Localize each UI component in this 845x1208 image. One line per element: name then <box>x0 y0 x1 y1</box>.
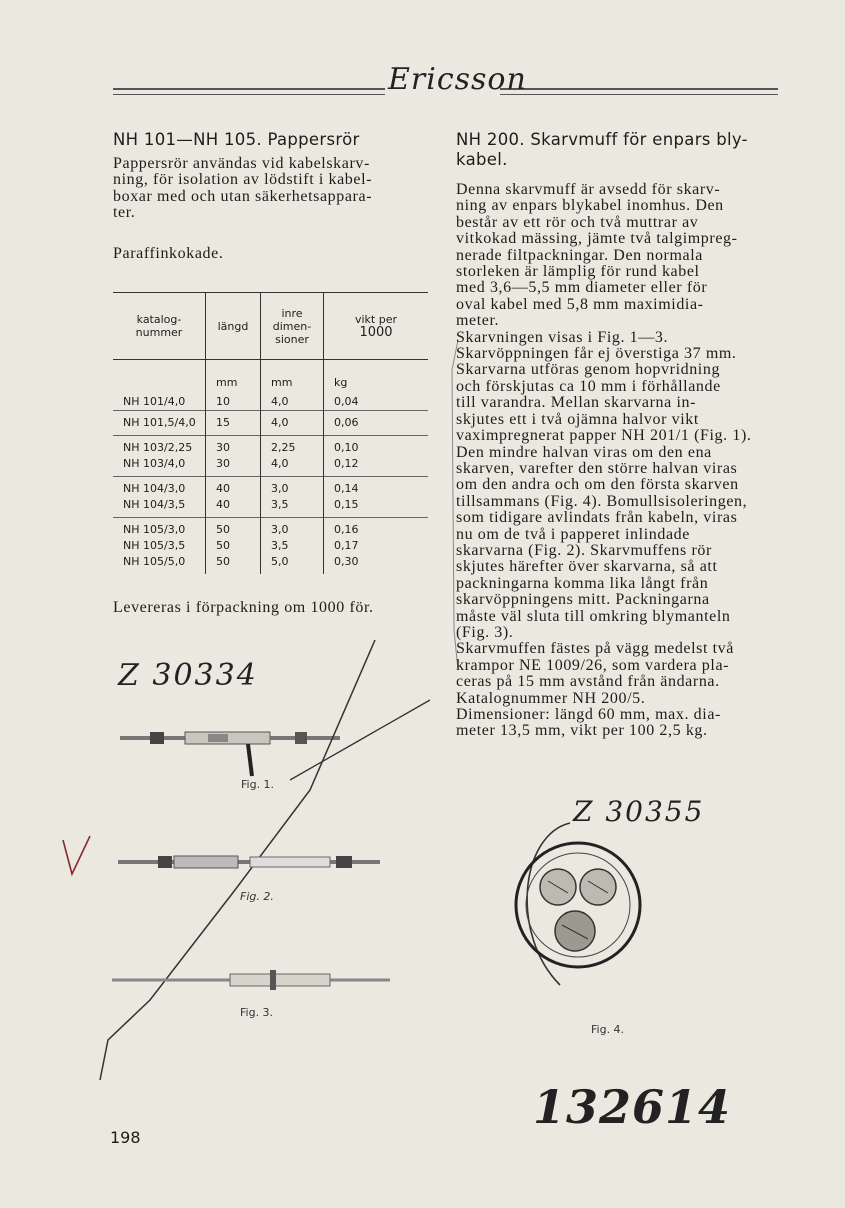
handwritten-catalog-number: 132614 <box>533 1080 732 1134</box>
fig-1-cable <box>120 732 340 776</box>
description-paragraph <box>456 182 778 740</box>
cell: 40 40 <box>206 477 261 518</box>
handwritten-number-right: Z 30355 <box>573 795 705 828</box>
fig-1-label: Fig. 1. <box>241 778 275 791</box>
right-column <box>456 130 778 740</box>
brand-logo: Ericsson <box>388 62 527 97</box>
cell: NH 104/3,0 NH 104/3,5 <box>113 477 206 518</box>
header-rule-left-2 <box>113 94 385 95</box>
fig-3-label: Fig. 3. <box>240 1006 274 1019</box>
page-number: 198 <box>110 1128 141 1147</box>
cell: 10 <box>206 394 261 411</box>
text-line: Katalognummer NH 200/5. <box>456 689 646 707</box>
cell: 50 50 50 <box>206 518 261 575</box>
cell: NH 103/2,25 NH 103/4,0 <box>113 436 206 477</box>
text-line: nerade filtpackningar. Den normala <box>456 246 703 264</box>
text-line: Skarvningen visas i Fig. 1—3. <box>456 328 669 346</box>
text-line: vitkokad mässing, jämte två talgimpreg- <box>456 230 738 248</box>
fig-4-drawing <box>500 815 650 995</box>
text-line: Dimensioner: längd 60 mm, max. dia- <box>456 706 721 723</box>
cell: NH 101/4,0 <box>123 395 186 408</box>
col-header-catalog: katalog- nummer <box>113 293 206 360</box>
table-row <box>113 436 428 477</box>
header-rule-right <box>500 88 778 90</box>
header-rule-right-2 <box>500 94 778 95</box>
cell: 2,25 4,0 <box>261 436 324 477</box>
text-line: måste väl sluta till omkring blymanteln <box>456 607 731 625</box>
text-line: Skarvarna utföras genom hopvridning <box>456 361 721 379</box>
text-line: Skarvöppningen får ej överstiga 37 mm. <box>456 345 737 363</box>
text-line: som tidigare avlindats från kabeln, viras <box>456 509 738 527</box>
text-line: till varandra. Mellan skarvarna in- <box>456 394 697 412</box>
cell: 30 30 <box>206 436 261 477</box>
cell: 0,06 <box>324 411 429 436</box>
fig-3-cable <box>112 970 390 990</box>
text-line: består av ett rör och två muttrar av <box>456 213 699 231</box>
intro-line: boxar med och utan säkerhetsappara- <box>113 187 373 205</box>
text-line: storleken är lämplig för rund kabel <box>456 263 700 281</box>
intro-line: Pappersrör användas vid kabelskarv- <box>113 155 370 172</box>
units-row <box>113 360 428 395</box>
col-header-weight: vikt per 1000 <box>324 293 429 360</box>
cell: NH 105/3,0 NH 105/3,5 NH 105/5,0 <box>113 518 206 575</box>
text-line: Den mindre halvan viras om den ena <box>456 443 712 461</box>
paraffin-note: Paraffinkokade. <box>113 244 224 262</box>
text-line: packningarna komma lika långt från <box>456 574 709 592</box>
text-line: oval kabel med 5,8 mm maximidia- <box>456 295 704 313</box>
table-row <box>113 518 428 575</box>
text-line: skjutes ett i två ojämna halvor vikt <box>456 410 699 428</box>
figures-1-3-drawing <box>90 640 450 1090</box>
cell: 4,0 <box>261 394 324 411</box>
text-line: Denna skarvmuff är avsedd för skarv- <box>456 181 721 198</box>
section-title-nh200: NH 200. Skarvmuff för enpars bly- kabel. <box>456 130 748 169</box>
unit-cell: mm <box>206 360 261 395</box>
fig-4-label: Fig. 4. <box>591 1023 625 1036</box>
section-title-nh101: NH 101—NH 105. Pappersrör <box>113 130 360 149</box>
intro-line: ter. <box>113 204 136 222</box>
cell: NH 101,5/4,0 <box>113 411 206 436</box>
text-line: skarvöppningens mitt. Packningarna <box>456 591 710 609</box>
intro-line: ning, för isolation av lödstift i kabel- <box>113 171 373 189</box>
col-header-inner-dim: inre dimen- sioner <box>261 293 324 360</box>
text-line: tillsammans (Fig. 4). Bomullsisoleringen, <box>456 492 748 510</box>
fig-2-label: Fig. 2. <box>240 890 274 903</box>
table-row <box>113 477 428 518</box>
spec-table <box>113 292 428 574</box>
cell: 3,0 3,5 5,0 <box>261 518 324 575</box>
text-line: (Fig. 3). <box>456 623 514 641</box>
header-rule-left <box>113 88 385 90</box>
text-line: om den andra och om den första skarven <box>456 476 739 494</box>
text-line: skarven, varefter den större halvan viras <box>456 459 738 477</box>
unit-cell <box>113 360 206 395</box>
cell: 0,04 <box>324 394 429 411</box>
text-line: nu om de två i papperet inlindade <box>456 525 690 543</box>
text-line: meter. <box>456 312 500 330</box>
col-header-length: längd <box>206 293 261 360</box>
text-line: vaximpregnerat papper NH 201/1 (Fig. 1). <box>456 427 752 445</box>
unit-cell: mm <box>261 360 324 395</box>
cell: 0,14 0,15 <box>324 477 429 518</box>
text-line: meter 13,5 mm, vikt per 100 2,5 kg. <box>456 722 708 740</box>
cell: 15 <box>206 411 261 436</box>
intro-paragraph <box>113 156 429 222</box>
text-line: krampor NE 1009/26, som vardera pla- <box>456 656 730 674</box>
cell: 3,0 3,5 <box>261 477 324 518</box>
text-line: skjutes härefter över skarvarna, så att <box>456 558 718 576</box>
cell: 0,10 0,12 <box>324 436 429 477</box>
cell: 0,16 0,17 0,30 <box>324 518 429 575</box>
table-row <box>113 411 428 436</box>
text-line: ning av enpars blykabel inomhus. Den <box>456 197 724 215</box>
cell: 4,0 <box>261 411 324 436</box>
text-line: skarvarna (Fig. 2). Skarvmuffens rör <box>456 541 712 559</box>
unit-cell: kg <box>324 360 429 395</box>
text-line: med 3,6—5,5 mm diameter eller för <box>456 279 708 297</box>
text-line: ceras på 15 mm avstånd från ändarna. <box>456 673 720 691</box>
left-column <box>113 130 429 262</box>
text-line: Skarvmuffen fästes på vägg medelst två <box>456 640 734 658</box>
text-line: och förskjutas ca 10 mm i förhållande <box>456 377 721 395</box>
handwritten-number-left: Z 30334 <box>118 658 258 693</box>
check-mark-icon <box>58 832 98 882</box>
table-row <box>113 394 428 411</box>
delivery-note: Levereras i förpackning om 1000 för. <box>113 599 374 616</box>
fig-2-cable <box>118 856 380 868</box>
